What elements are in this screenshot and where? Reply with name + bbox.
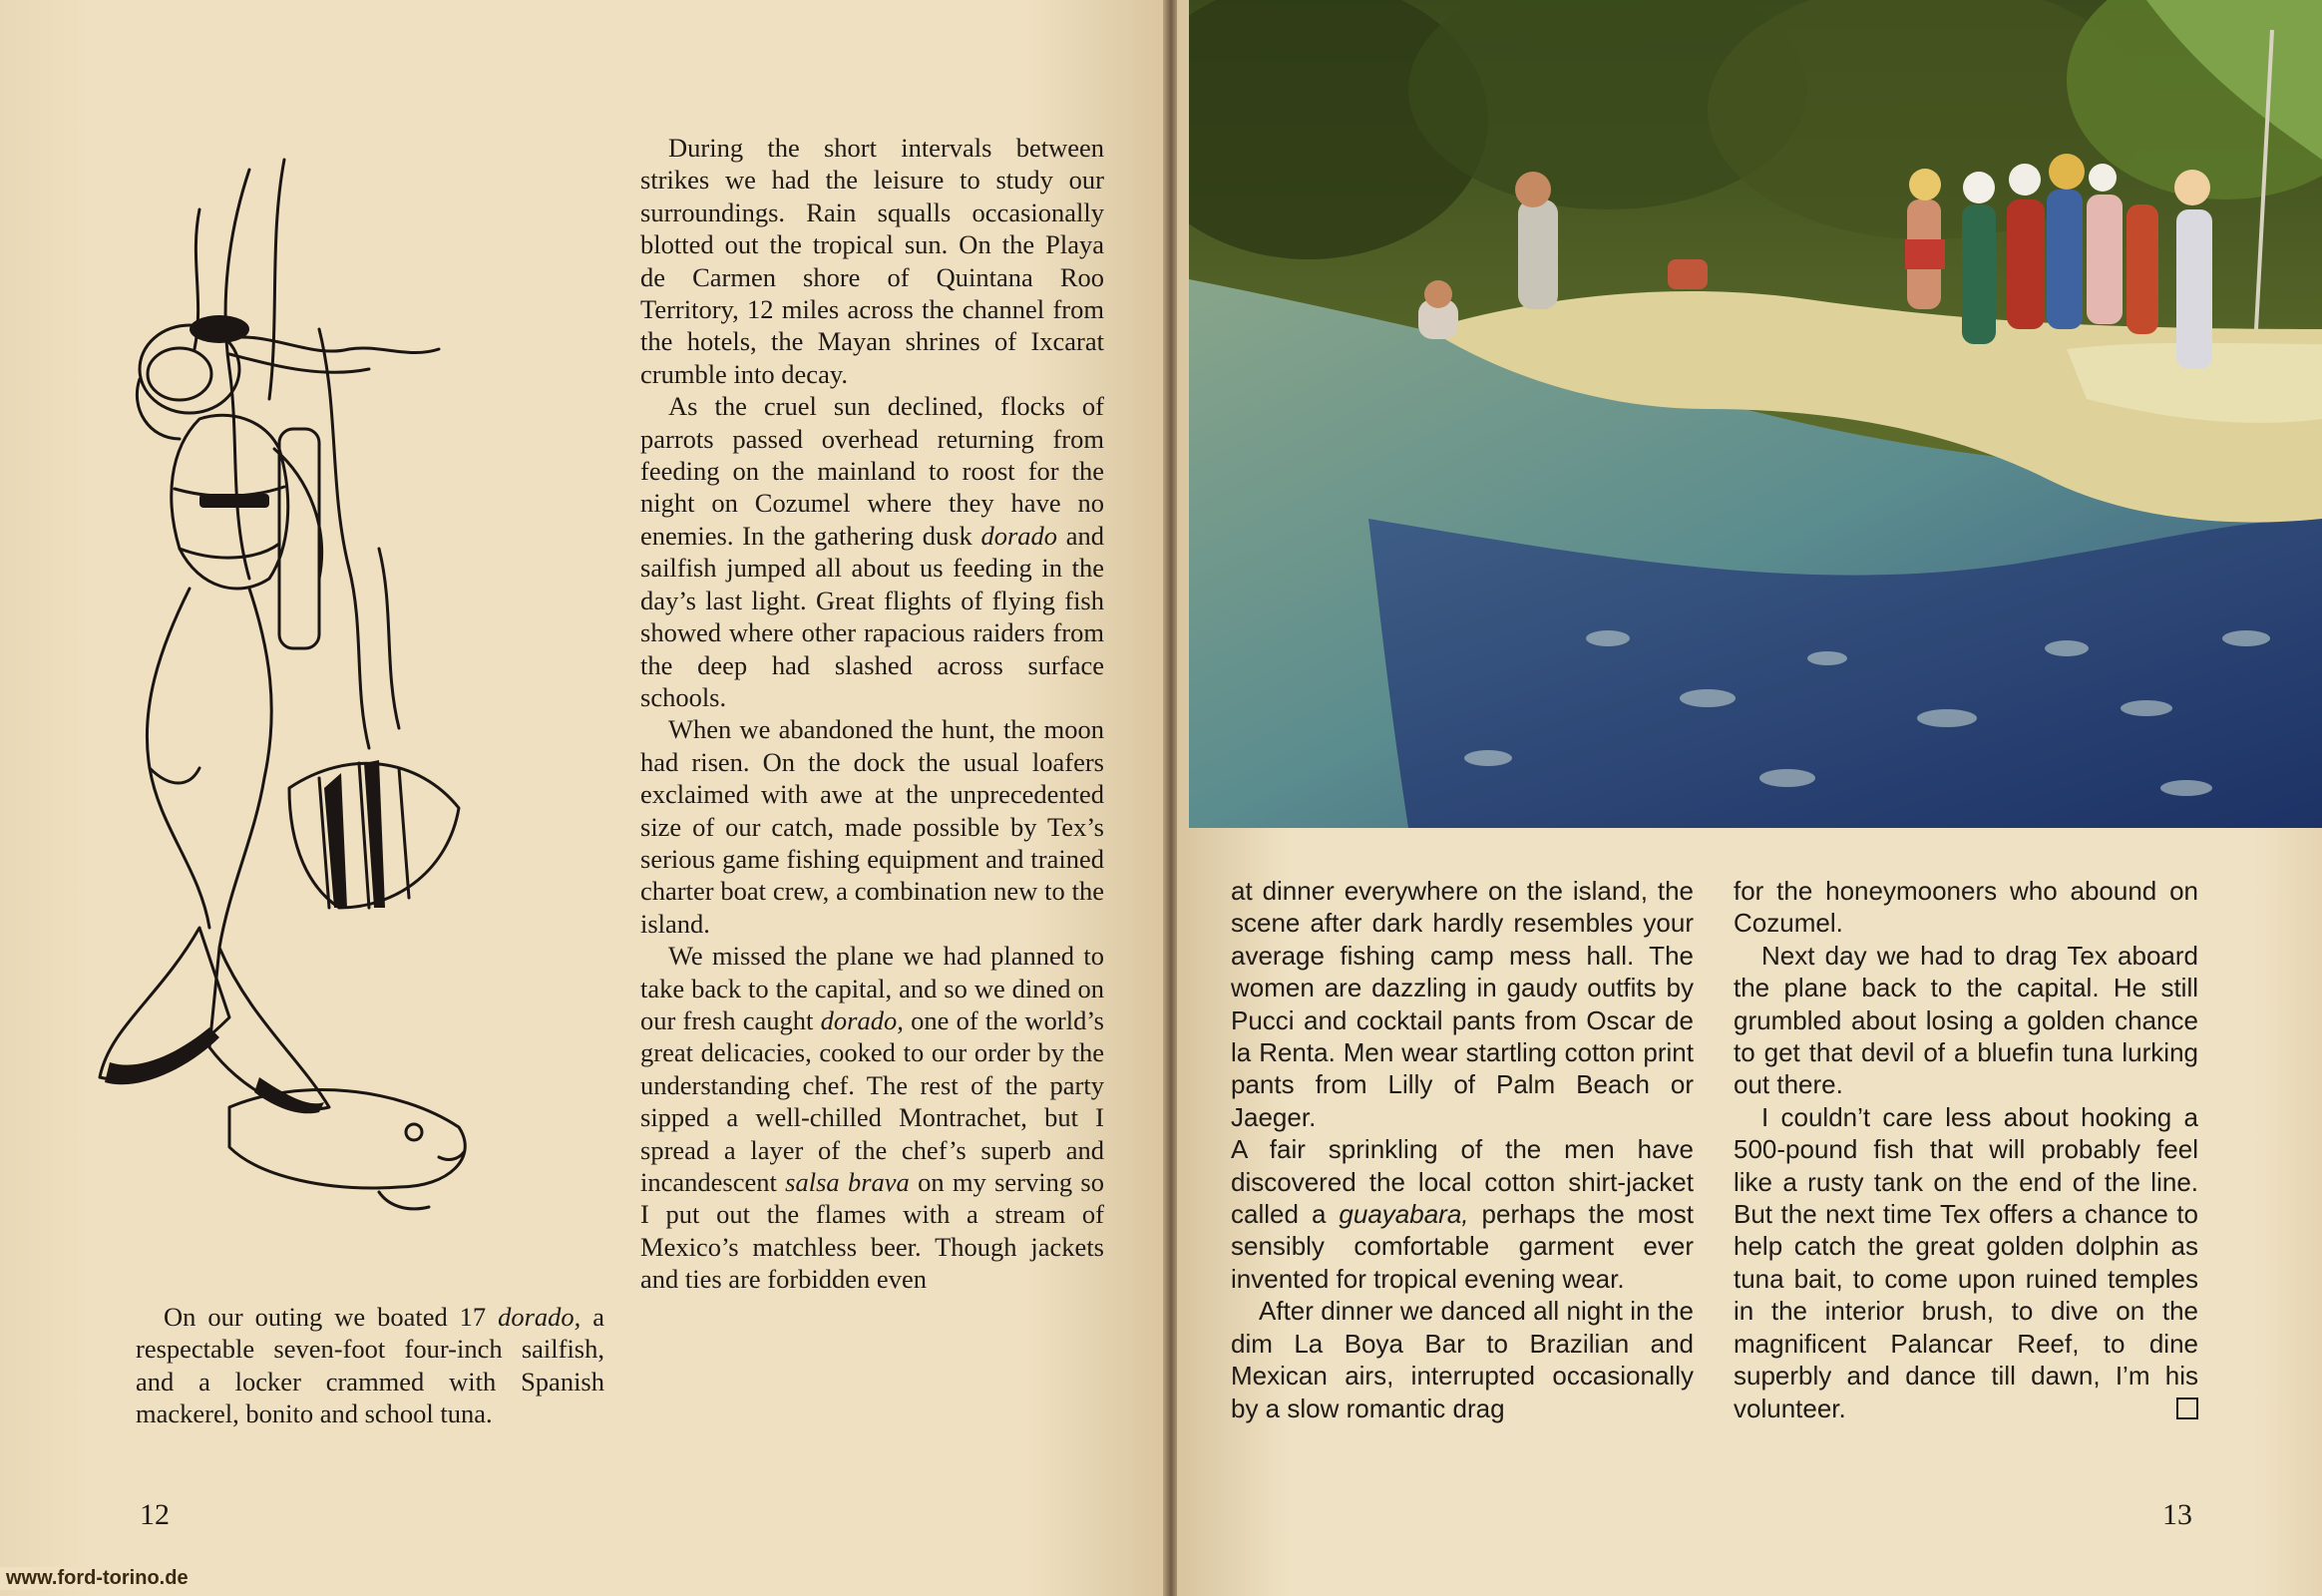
right-page-column-2 — [1734, 875, 2198, 1424]
paragraph-3: When we abandoned the hunt, the moon had risen. On the dock the usual loafers exclaimed with awe at the unprecedented size of our catch, made possible by Tex’s serious game fishing equipment and trained charter boat crew, a combination new to the island. — [640, 714, 1104, 939]
paragraph-1: During the short intervals between strikes we had the leisure to study our surroundings. Rain squalls occasionally blotted out the tropical sun. On the Playa de Carmen shore of Quintana Roo Territory, 12 miles across the channel from the hotels, the Mayan shrines of Ixcarat crumble into decay. — [640, 133, 1104, 389]
paragraph-2: As the cruel sun declined, flocks of parrots passed overhead returning from feeding on the mainland to roost for the night on Cozumel where they have no enemies. In the gathering dusk dorado and sailfish jumped all about us feeding in the day’s last light. Great flights of flying fish showed where other rapacious raiders from the deep had slashed across surface schools. — [640, 391, 1104, 712]
left-page-column — [640, 132, 1104, 1296]
site-credit[interactable]: www.ford-torino.de — [0, 1567, 194, 1590]
paragraph-4: We missed the plane we had planned to take back to the capital, and so we dined on our fresh caught dorado, one of the world’s great delicacies, cooked to our order by the understanding chef. The rest of the party sipped a well-chilled Montrachet, but I spread a layer of the chef’s superb and incandescent salsa brava on my serving so I put out the flames with a stream of Mexico’s matchless beer. Though jackets and ties are forbidden even — [640, 941, 1104, 1295]
diver-illustration — [80, 150, 499, 1227]
right-page-column-1 — [1231, 875, 1694, 1424]
end-mark-icon — [2176, 1397, 2198, 1419]
paragraph-conclusion: I couldn’t care less about hooking a 500-pound fish that will probably feel like a rusty tank on the end of the line. But the next time Tex offers a chance to help catch the great golden dolphin as tuna bait, to come upon ruined temples in the interior brush, to dive on the magnificent Palancar Reef, to dine superbly and dance till dawn, I’m his volunteer. — [1734, 1101, 2198, 1423]
page-number-right: 13 — [2162, 1498, 2192, 1531]
paragraph-honeymooners: for the honeymooners who abound on Cozumel. — [1734, 876, 2198, 939]
page-number-left: 12 — [140, 1498, 170, 1531]
paragraph-continued: at dinner everywhere on the island, the scene after dark hardly resembles your average fishing camp mess hall. The women are dazzling in gaudy outfits by Pucci and cocktail pants from Oscar de la Renta. Men wear startling cotton print pants from Lilly of Palm Beach or Jaeger. — [1231, 876, 1694, 1132]
caption-paragraph: On our outing we boated 17 dorado, a respectable seven-foot four-inch sailfish, and a locker crammed with Spanish mackerel, bonito and school tuna. — [136, 1302, 604, 1429]
paragraph-dance: After dinner we danced all night in the dim La Boya Bar to Brazilian and Mexican airs, interrupted occasionally by a slow romantic drag — [1231, 1296, 1694, 1423]
paragraph-next-day: Next day we had to drag Tex aboard the plane back to the capital. He still grumbled about losing a golden chance to get that devil of a bluefin tuna lurking out there. — [1734, 940, 2198, 1100]
paragraph-guayabara: A fair sprinkling of the men have discovered the local cotton shirt-jacket called a guayabara, perhaps the most sensibly comfortable garment ever invented for tropical evening wear. — [1231, 1134, 1694, 1294]
beach-painting — [1189, 0, 2322, 828]
